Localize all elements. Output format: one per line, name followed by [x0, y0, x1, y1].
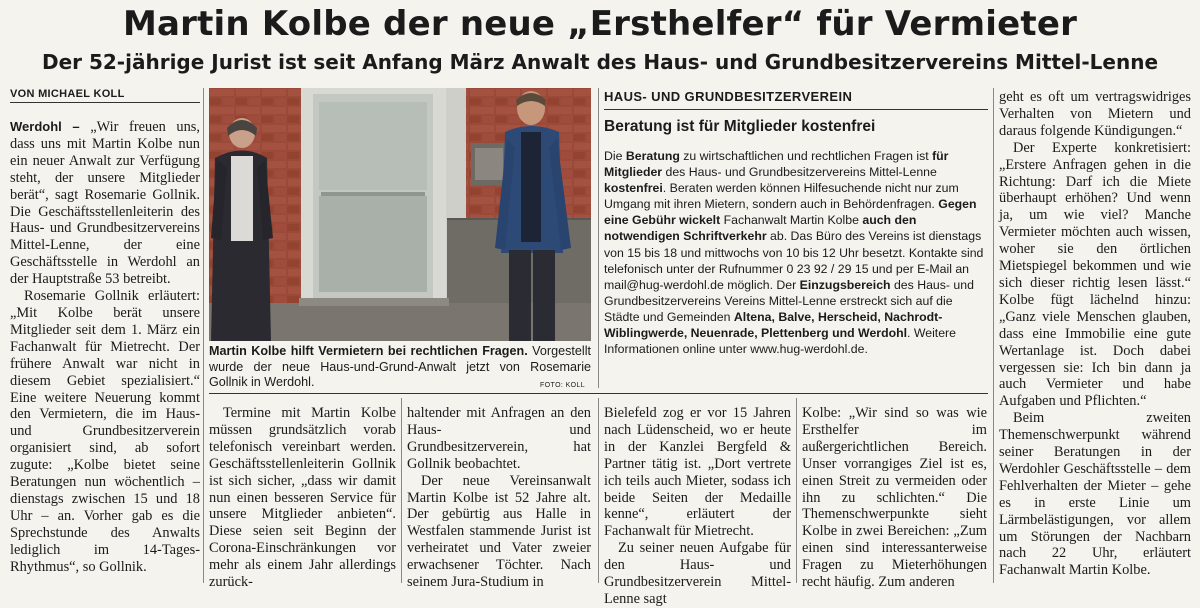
infobox-text — [604, 148, 984, 357]
column-1 — [10, 119, 200, 575]
paragraph: Der Experte konkretisiert: „Erstere Anfragen gehen in die Richtung: Darf ich die Miete überhaupt erhöhen? Und wenn ja, um wie viel? Manche Vermieter möchten auch wissen, woher sie den örtlichen Mietspiegel bekommen und wie sich dieser richtig lesen lässt.“ Kolbe fügt lächelnd hinzu: „Ganz viele Menschen glauben, dass eine Immobilie eine gute Wertanlage ist. Doch dabei vergessen sie: Ich bin dann ja auch Vermieter und habe Aufgaben und Pflichten.“ — [999, 139, 1191, 410]
infobox-run: des Haus- und Grundbesitzervereins Mittel-Lenne — [662, 165, 937, 180]
infobox-run: . Weitere Informationen online unter www.hug-werdohl.de. — [604, 326, 956, 357]
infobox-bold: auch den notwendigen Schriftverkehr — [604, 213, 917, 244]
paragraph: Kolbe: „Wir sind so was wie Ersthelfer im außergerichtlichen Bereich. Unser vorrangiges Ziel ist es, einen Streit zu vermeiden oder ihn zu schlichten.“ Die Themenschwerpunkte sieht Kolbe in zwei Bereichen: „Zum einen sind interessanterweise Fragen zu Mieterhöhungen recht häufig. Zum anderen — [802, 405, 987, 591]
column-3 — [407, 405, 591, 591]
paragraph-text: „Wir freuen uns, dass uns mit Martin Kolbe nun ein neuer Anwalt zur Verfügung steht, der unsere Mitglieder berät“, sagt Rosemarie Gollnik. Die Geschäftsstellenleiterin des Haus- und Grundbesitzervereins Mittel-Lenne, der eine Geschäftsstelle in Werdohl an der Hauptstraße 53 betreibt. — [10, 119, 200, 288]
column-divider — [598, 88, 599, 388]
column-4 — [604, 405, 791, 608]
column-5 — [802, 405, 987, 591]
infobox-rule — [604, 109, 988, 110]
paragraph: Beim zweiten Themenschwerpunkt während seiner Beratungen in der Werdohler Geschäftsstelle – dem Fehlverhalten der Mieter – gehe es in erste Linie um Lärmbelästigungen, vor allem um Störungen der Nachbarn nach 22 Uhr, erläutert Fachanwalt Martin Kolbe. — [999, 410, 1191, 579]
photo-caption — [209, 344, 591, 391]
paragraph: Bielefeld zog er vor 15 Jahren nach Lüdenscheid, wo er heute in der Kanzlei Bergfeld & Partner tätig ist. „Dort vertrete ich teils auch Mieter, sodass ich beide Seiten der Medaille kenne“, erläutert der Fachanwalt für Mietrecht. — [604, 405, 791, 540]
paragraph: Termine mit Martin Kolbe müssen grundsätzlich vorab telefonisch vereinbart werden. Geschäftsstellenleiterin Gollnik ist sich sicher, „dass wir damit nun einen besseren Service für unsere Mitglieder anbieten“. Diese seien seit Beginn der Corona-Einschränkungen vor mehr als einem Jahr allerdings zurück- — [209, 405, 396, 591]
photo-credit: FOTO: KOLL — [540, 382, 586, 389]
headline: Martin Kolbe der neue „Ersthelfer“ für Vermieter — [122, 4, 1078, 44]
infobox-run: zu wirtschaftlichen und rechtlichen Fragen ist — [679, 149, 933, 163]
infobox-bold: für Mitglieder — [604, 149, 949, 180]
infobox-run: Fachanwalt Martin Kolbe — [720, 213, 863, 228]
column-divider — [203, 88, 204, 583]
paragraph: Rosemarie Gollnik erläutert: „Mit Kolbe berät unsere Mitglieder seit dem 1. März ein Fachanwalt für Mietrecht. Der frühere Anwalt war nicht in diesem Gebiet spezialisiert.“ Eine weitere Neuerung kommt den Vermietern, die im Haus- und Grundbesitzerverein organisiert sind, ab sofort zugute: „Kolbe bietet seine Beratungen nun wöchentlich – dienstags zwischen 15 und 18 Uhr – an. Vorher gab es die Sprechstunde des Anwalts lediglich im 14-Tages-Rhythmus“, so Gollnik. — [10, 288, 200, 575]
dateline: Werdohl – — [10, 119, 80, 134]
byline: VON MICHAEL KOLL — [10, 88, 200, 103]
column-divider — [796, 398, 797, 583]
infobox-run: ab. Das Büro des Vereins ist dienstags von 15 bis 18 und mittwochs von 10 bis 12 Uhr besetzt. Kontakte sind telefonisch unter der Rufnummer 0 23 92 / 29 15 und per E-Mail an mail@hug-werdohl.de möglich. Der — [604, 229, 984, 292]
paragraph: Der neue Vereinsanwalt Martin Kolbe ist 52 Jahre alt. Der gebürtig aus Halle in Westfalen stammende Jurist ist verheiratet und Vater zweier erwachsener Töchter. Nach seinem Jura-Studium in — [407, 472, 591, 591]
article-photo — [209, 88, 591, 341]
section-divider — [209, 393, 988, 394]
infobox-run: des Haus- und Grundbesitzervereins Vereins Mittel-Lenne erstreckt sich auf die Städte und Gemeinden — [604, 277, 974, 324]
column-2 — [209, 405, 396, 591]
infobox-title: Beratung ist für Mitglieder kostenfrei — [604, 118, 876, 135]
infobox-run: Die — [604, 149, 626, 163]
paragraph: geht es oft um vertragswidriges Verhalten von Mietern und daraus folgende Kündigungen.“ — [999, 89, 1191, 139]
infobox-run: . Beraten werden können Hilfesuchende nicht nur zum Umgang mit ihren Mietern, sondern auch in Behördenfragen. — [604, 181, 959, 212]
paragraph: haltender mit Anfragen an den Haus- und Grundbesitzerverein, hat Gollnik beobachtet. — [407, 405, 591, 472]
caption-bold: Martin Kolbe hilft Vermietern bei rechtlichen Fragen. — [209, 344, 528, 358]
infobox-bold: Beratung — [625, 149, 680, 163]
infobox-bold: Gegen eine Gebühr wickelt — [604, 197, 977, 228]
paragraph — [10, 119, 200, 288]
infobox-bold: Einzugsbereich — [799, 277, 891, 292]
caption-text: Vorgestellt wurde der neue Haus-und-Grund-Anwalt jetzt von Rosemarie Gollnik in Werdohl. — [209, 344, 591, 389]
photo-illustration — [209, 88, 591, 341]
column-divider — [993, 88, 994, 583]
column-6 — [999, 89, 1191, 579]
column-divider — [401, 398, 402, 583]
infobox-kicker: HAUS- UND GRUNDBESITZERVEREIN — [604, 89, 853, 104]
column-divider — [598, 398, 599, 583]
infobox-bold: Altena, Balve, Herscheid, Nachrodt-Wiblingwerde, Neuenrade, Plettenberg und Werdohl — [604, 309, 943, 341]
infobox-bold: kostenfrei — [604, 181, 663, 196]
subheadline: Der 52-jährige Jurist ist seit Anfang März Anwalt des Haus- und Grundbesitzervereins Mittel-Lenne — [41, 50, 1159, 74]
paragraph: Zu seiner neuen Aufgabe für den Haus- und Grundbesitzerverein Mittel-Lenne sagt — [604, 540, 791, 607]
